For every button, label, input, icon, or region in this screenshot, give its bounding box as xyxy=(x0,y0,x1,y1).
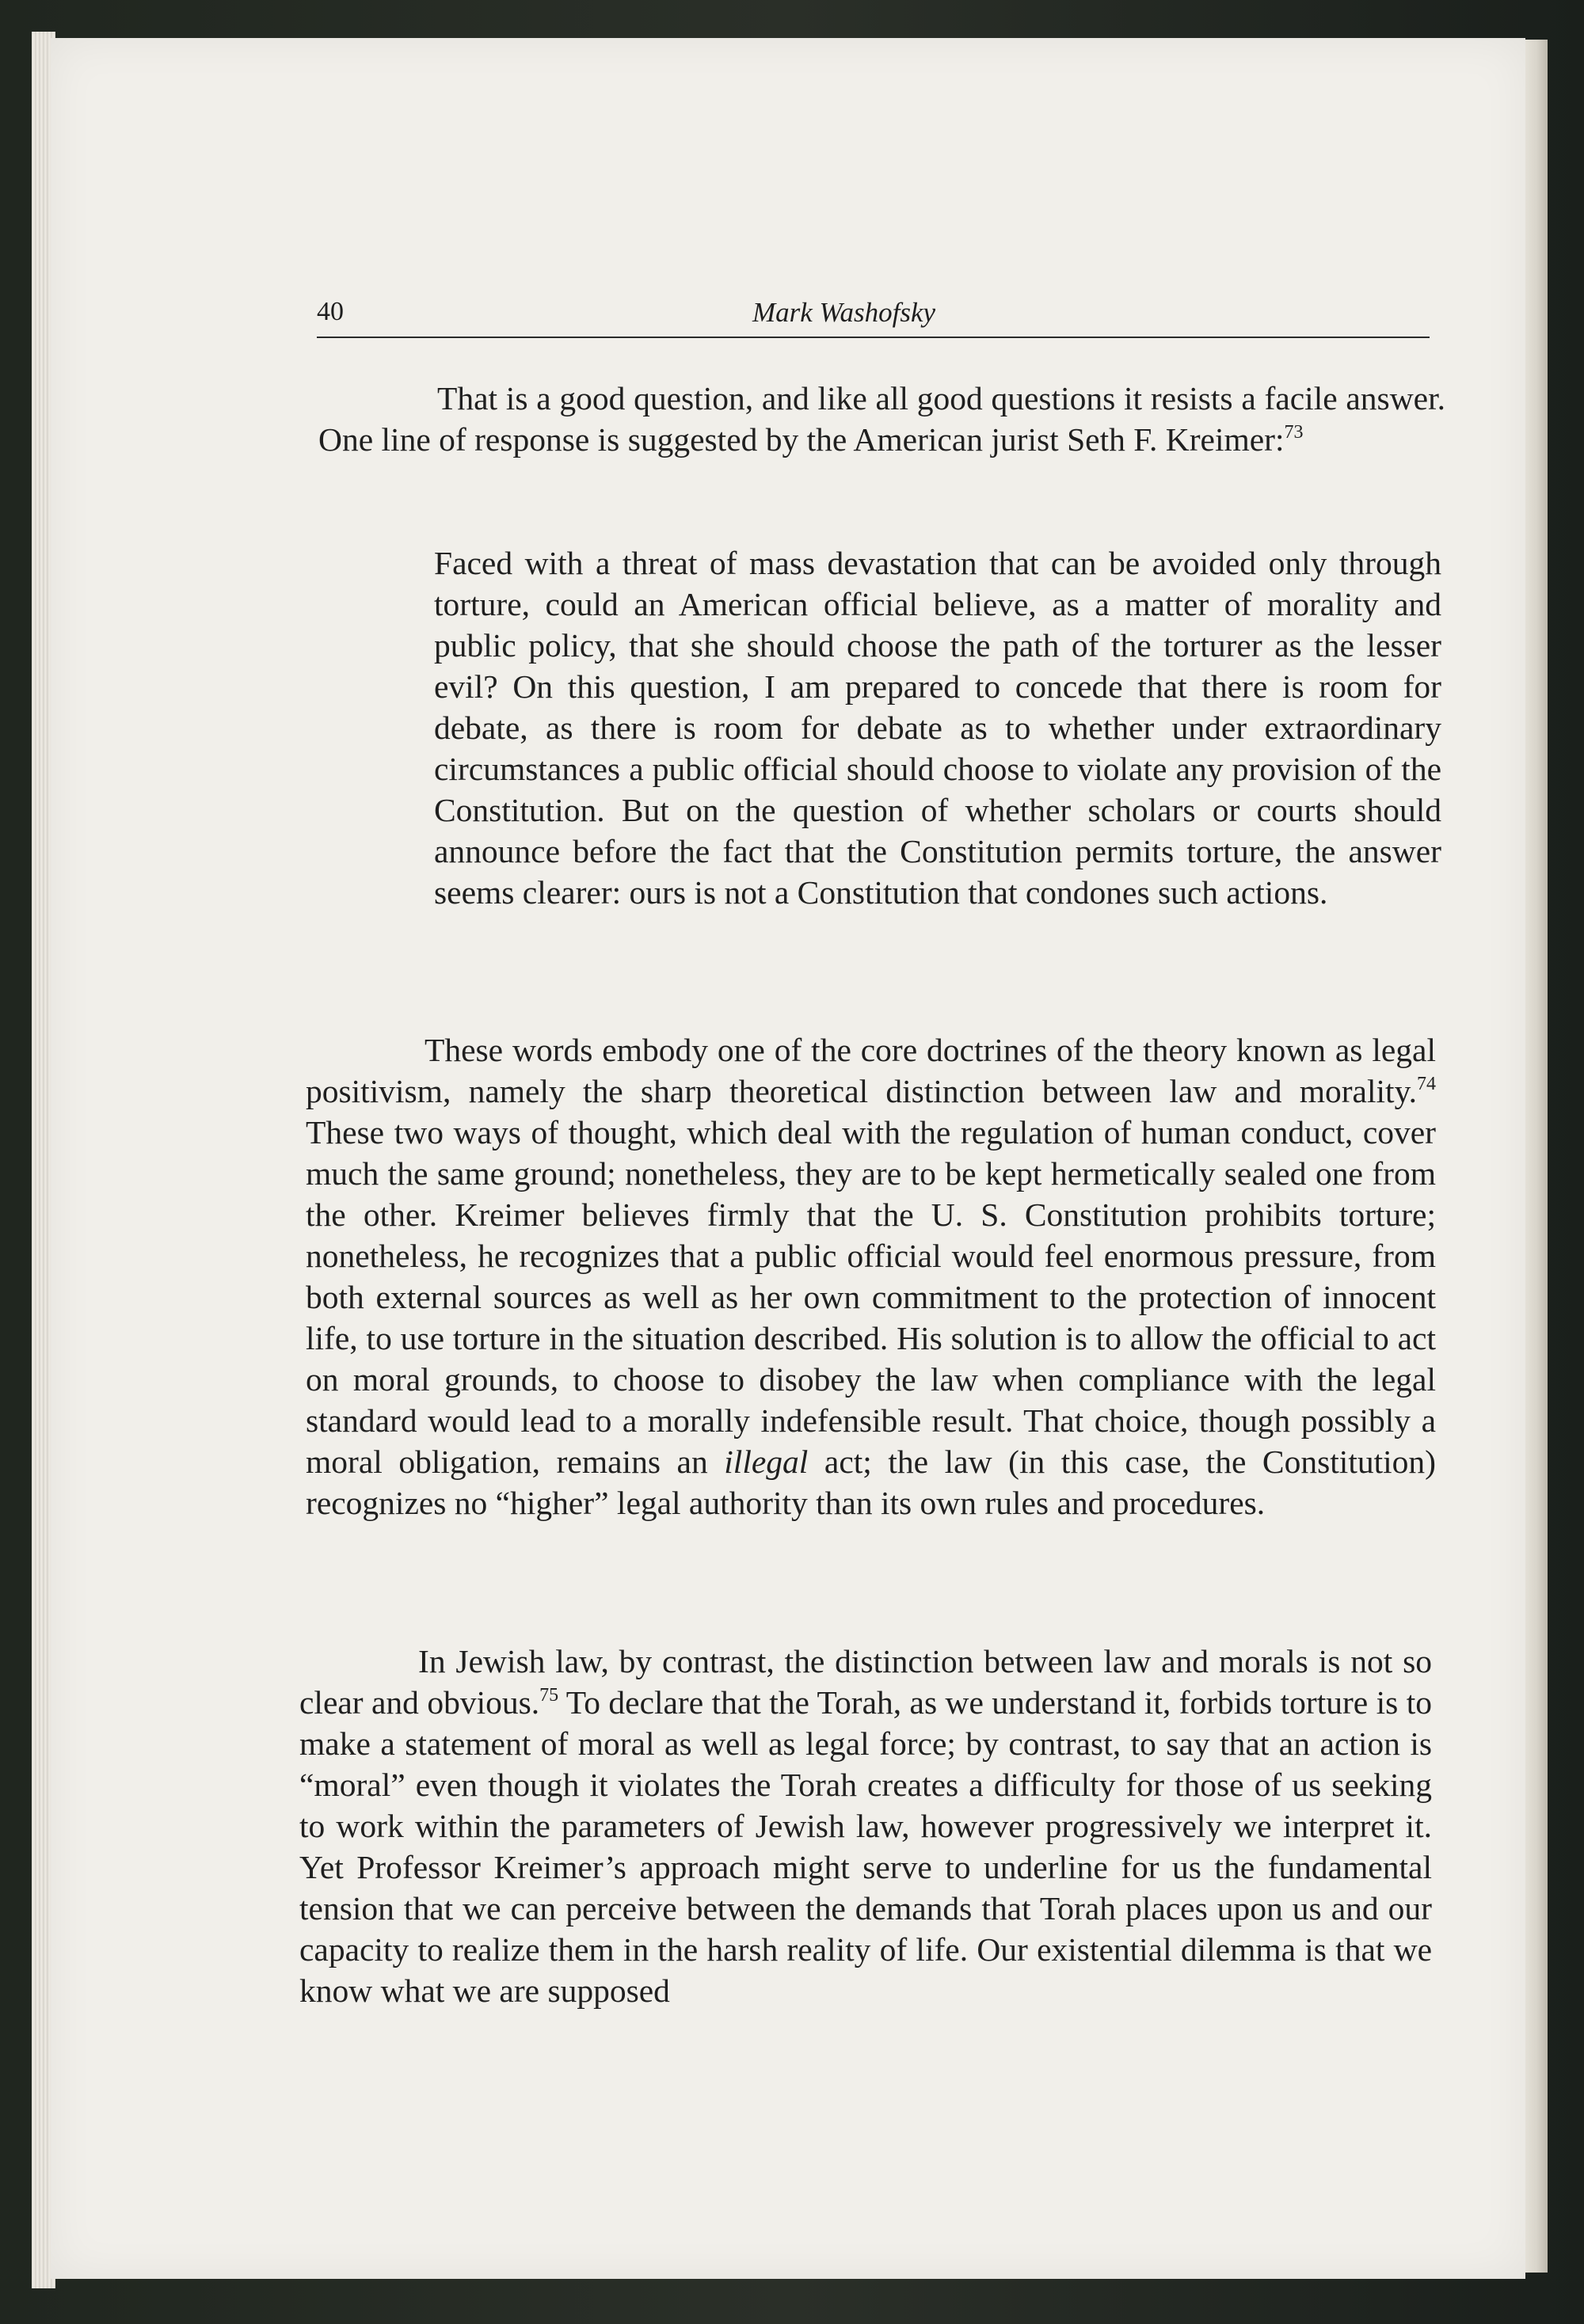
footnote-marker-74: 74 xyxy=(1417,1074,1436,1094)
paragraph-2 xyxy=(306,1029,1436,1523)
paragraph-2-text-a: These words embody one of the core doctrines of the theory known as legal positivism, namely the sharp theoretical distinction between law and morality. xyxy=(306,1032,1436,1109)
paragraph-1 xyxy=(318,378,1445,460)
paragraph-3-text-a: In Jewish law, by contrast, the distinction between law and morals is not so clear and obvious. xyxy=(299,1643,1432,1721)
block-quote xyxy=(434,542,1441,913)
running-header xyxy=(317,297,1430,338)
footnote-marker-75: 75 xyxy=(539,1685,559,1706)
running-head-author: Mark Washofsky xyxy=(752,297,936,328)
paragraph-2-emphasis: illegal xyxy=(724,1443,809,1480)
block-quote-text: Faced with a threat of mass devastation that can be avoided only through torture, could an American official believe, as a matter of morality and public policy, that she should choose the path of the torturer as the lesser evil? On this question, I am prepared to concede that there is room for debate, as there is room for debate as to whether under extraordinary circumstances a public official should choose to violate any provision of the Constitution. But on the question of whether scholars or courts should announce before the fact that the Constitution permits torture, the answer seems clearer: ours is not a Constitution that condones such actions. xyxy=(434,545,1441,911)
paragraph-3 xyxy=(299,1641,1432,2011)
paragraph-2-text-b: These two ways of thought, which deal with the regulation of human conduct, cover much the same ground; nonetheless, they are to be kept hermetically sealed one from the other. Kreimer believes firmly that the U. S. Constitution prohibits torture; nonetheless, he recognizes that a public official would feel enormous pressure, from both external sources as well as her own commitment to the protection of innocent life, to use torture in the situation described. His solution is to allow the official to act on moral grounds, to choose to disobey the law when compliance with the legal standard would lead to a morally indefensible result. That choice, though possibly a moral obligation, remains an xyxy=(306,1114,1436,1480)
page-number: 40 xyxy=(317,297,344,326)
paragraph-2-text-c: act; the law (in this case, the Constitution) recognizes no “higher” legal authority than its own rules and procedures. xyxy=(306,1443,1436,1521)
footnote-marker-73: 73 xyxy=(1284,422,1304,443)
paragraph-1-text: That is a good question, and like all good questions it resists a facile answer. One line of response is suggested by the American jurist Seth F. Kreimer: xyxy=(318,380,1445,458)
paragraph-3-text-b: To declare that the Torah, as we understand it, forbids torture is to make a statement of moral as well as legal force; by contrast, to say that an action is “moral” even though it violates the Torah creates a difficulty for those of us seeking to work within the parameters of Jewish law, however progressively we interpret it. Yet Professor Kreimer’s approach might serve to underline for us the fundamental tension that we can perceive between the demands that Torah places upon us and our capacity to realize them in the harsh reality of life. Our existential dilemma is that we know what we are supposed xyxy=(299,1684,1432,2009)
